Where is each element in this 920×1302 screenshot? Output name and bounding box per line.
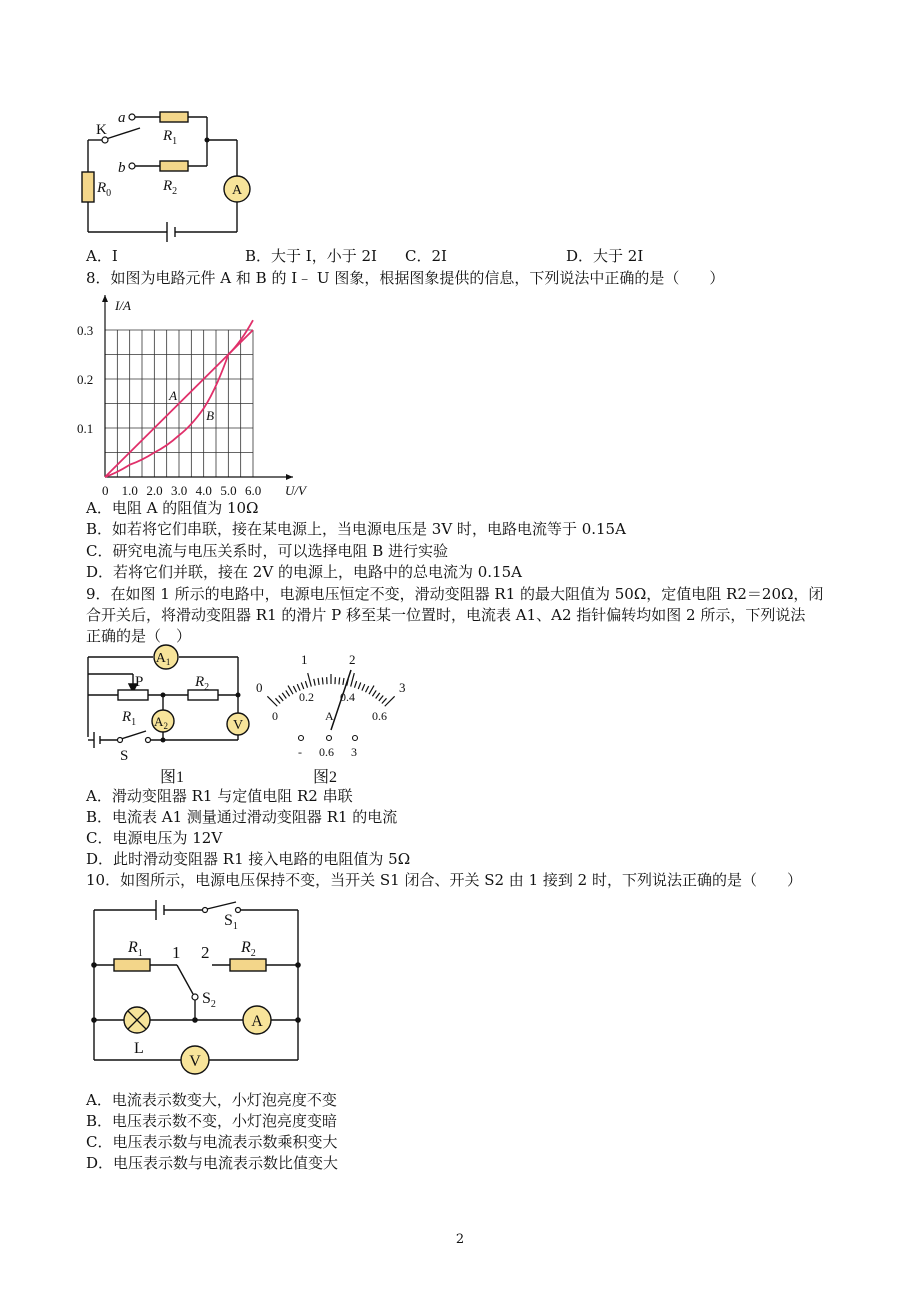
- svg-text:1: 1: [301, 652, 308, 667]
- meter-tick: [382, 698, 387, 703]
- chart-x-tick-label: 2.0: [146, 483, 163, 498]
- meter-tick: [318, 678, 319, 685]
- q9-stem-line-3: 正确的是（ ）: [86, 627, 192, 645]
- svg-text:L: L: [134, 1040, 144, 1057]
- meter-tick: [366, 686, 369, 692]
- chart-y-axis-label: I/A: [115, 298, 131, 313]
- svg-text:A: A: [251, 1013, 263, 1030]
- chart-x-tick-label: 3.0: [171, 483, 188, 498]
- svg-text:0: 0: [256, 680, 263, 695]
- q7-option-c: C．2I: [405, 247, 447, 265]
- svg-text:0.2: 0.2: [299, 690, 314, 704]
- q7-junction: [205, 138, 210, 143]
- meter-tick: [286, 690, 290, 696]
- svg-text:1: 1: [172, 943, 181, 962]
- q8-stem: 8．如图为电路元件 A 和 B 的 I﹣ U 图象，根据图象提供的信息，下列说法中正确的是（ ）: [86, 269, 725, 287]
- chart-x-tick-label: 6.0: [245, 483, 262, 498]
- q8-option-c: C．研究电流与电压关系时，可以选择电阻 B 进行实验: [86, 542, 449, 560]
- meter-tick: [267, 696, 277, 706]
- q8-iu-chart: [77, 285, 380, 505]
- chart-y-tick-label: 0.3: [77, 323, 94, 338]
- q8-option-d: D．若将它们并联，接在 2V 的电源上，电路中的总电流为 0.15A: [86, 563, 522, 581]
- chart-x-axis-label: U/V: [285, 483, 306, 498]
- svg-text:3: 3: [399, 680, 406, 695]
- meter-tick: [358, 683, 361, 690]
- q10-lamp: [124, 1007, 150, 1033]
- svg-text:R2: $R_2$: [241, 939, 256, 959]
- q10-option-a: A．电流表示数变大，小灯泡亮度不变: [86, 1091, 337, 1109]
- meter-tick: [351, 673, 355, 687]
- meter-tick: [369, 686, 374, 695]
- meter-tick: [385, 696, 395, 706]
- q9-stem-line-1: 9．在如图 1 所示的电路中，电源电压恒定不变，滑动变阻器 R1 的最大阻值为 50Ω，定值电阻 R2＝20Ω，闭: [86, 585, 824, 603]
- q7-ammeter-label: A: [231, 183, 243, 198]
- q8-option-b: B．如若将它们串联，接在某电源上，当电源电压是 3V 时，电路电流等于 0.15A: [86, 520, 626, 538]
- svg-text:P: P: [135, 674, 144, 690]
- svg-text:R2: $R_2$: [195, 674, 210, 693]
- meter-tick: [293, 686, 296, 692]
- meter-tick: [322, 677, 323, 684]
- q7-option-b: B．大于 I，小于 2I: [245, 247, 377, 265]
- meter-tick: [275, 698, 280, 703]
- q7-label-b: b: [118, 160, 126, 176]
- chart-x-tick-label: 1.0: [121, 483, 138, 498]
- svg-text:V: V: [189, 1053, 201, 1070]
- svg-text:A: A: [325, 709, 334, 723]
- svg-text:A1: $A_1$: [155, 651, 171, 667]
- q9-option-b: B．电流表 A1 测量通过滑动变阻器 R1 的电流: [86, 808, 398, 826]
- q7-option-a: A．I: [86, 247, 118, 265]
- meter-tick: [305, 681, 307, 688]
- svg-text:0.6: 0.6: [372, 709, 387, 723]
- q9-option-a: A．滑动变阻器 R1 与定值电阻 R2 串联: [86, 787, 353, 805]
- svg-text:0: 0: [272, 709, 278, 723]
- meter-tick: [288, 686, 293, 695]
- meter-tick: [339, 677, 340, 684]
- svg-text:S2: $S_2$: [202, 990, 216, 1010]
- chart-y-tick-label: 0.1: [77, 421, 94, 436]
- q8-option-a: A．电阻 A 的阻值为 10Ω: [86, 499, 259, 517]
- meter-tick: [308, 673, 312, 687]
- meter-tick: [343, 678, 344, 685]
- meter-tick: [354, 681, 356, 688]
- q9-fig1-caption: 图1: [160, 769, 185, 786]
- meter-tick: [301, 683, 304, 690]
- q7-terminal-b: [129, 163, 135, 169]
- svg-text:A2: $A_2$: [154, 714, 168, 731]
- svg-text:2: 2: [201, 943, 210, 962]
- meter-tick: [314, 679, 315, 686]
- svg-text:3: 3: [351, 745, 357, 759]
- meter-tick: [282, 693, 286, 699]
- svg-text:R1: $R_1$: [122, 709, 137, 728]
- q7-terminal-a: [129, 114, 135, 120]
- q7-circuit-diagram: [0, 0, 920, 250]
- svg-text:0.6: 0.6: [319, 745, 334, 759]
- q9-figure-2-meter: [245, 642, 415, 786]
- svg-text:R1: $R_1$: [128, 939, 143, 959]
- page-number: 2: [455, 1232, 465, 1247]
- chart-x-arrow: [286, 474, 293, 480]
- q7-label-r0: $R_0$: [97, 180, 112, 199]
- q7-label-r2: $R_2$: [163, 178, 178, 197]
- chart-x-tick-label: 5.0: [220, 483, 237, 498]
- chart-series-label-b: B: [206, 407, 215, 423]
- svg-text:S: S: [120, 748, 129, 764]
- q7-label-r1: $R_1$: [163, 128, 178, 147]
- svg-text:2: 2: [349, 652, 356, 667]
- q10-option-c: C．电压表示数与电流表示数乘积变大: [86, 1133, 338, 1151]
- q9-option-c: C．电源电压为 12V: [86, 829, 223, 847]
- meter-tick: [362, 684, 365, 690]
- svg-text:S1: $S_1$: [224, 912, 238, 932]
- q10-stem: 10．如图所示，电源电压保持不变，当开关 S1 闭合、开关 S2 由 1 接到 2 时，下列说法正确的是（ ）: [86, 871, 802, 889]
- q9-fig2-caption: 图2: [313, 769, 338, 786]
- q7-label-a: a: [118, 110, 126, 126]
- chart-series-label-a: A: [169, 388, 178, 404]
- q7-label-k: K: [96, 122, 107, 138]
- q7-option-d: D．大于 2I: [566, 247, 644, 265]
- q9-option-d: D．此时滑动变阻器 R1 接入电路的电阻值为 5Ω: [86, 850, 411, 868]
- svg-text:0.4: 0.4: [340, 690, 355, 704]
- q10-option-b: B．电压表示数不变，小灯泡亮度变暗: [86, 1112, 338, 1130]
- chart-x-tick-label: 4.0: [195, 483, 212, 498]
- meter-tick: [279, 695, 283, 700]
- meter-tick: [379, 695, 383, 700]
- meter-tick: [372, 690, 376, 696]
- meter-tick: [376, 693, 380, 699]
- chart-y-arrow: [102, 295, 108, 302]
- q9-stem-line-2: 合开关后，将滑动变阻器 R1 的滑片 P 移至某一位置时，电流表 A1、A2 指针偏转均如图 2 所示，下列说法: [86, 606, 806, 624]
- chart-y-tick-label: 0.2: [77, 372, 94, 387]
- chart-x-tick-label: 0: [102, 483, 109, 498]
- svg-text:V: V: [232, 718, 244, 733]
- q10-option-d: D．电压表示数与电流表示数比值变大: [86, 1154, 339, 1172]
- svg-text:-: -: [298, 745, 302, 759]
- q9-figure-1-circuit: [80, 642, 260, 786]
- q10-circuit-diagram: [80, 890, 320, 1090]
